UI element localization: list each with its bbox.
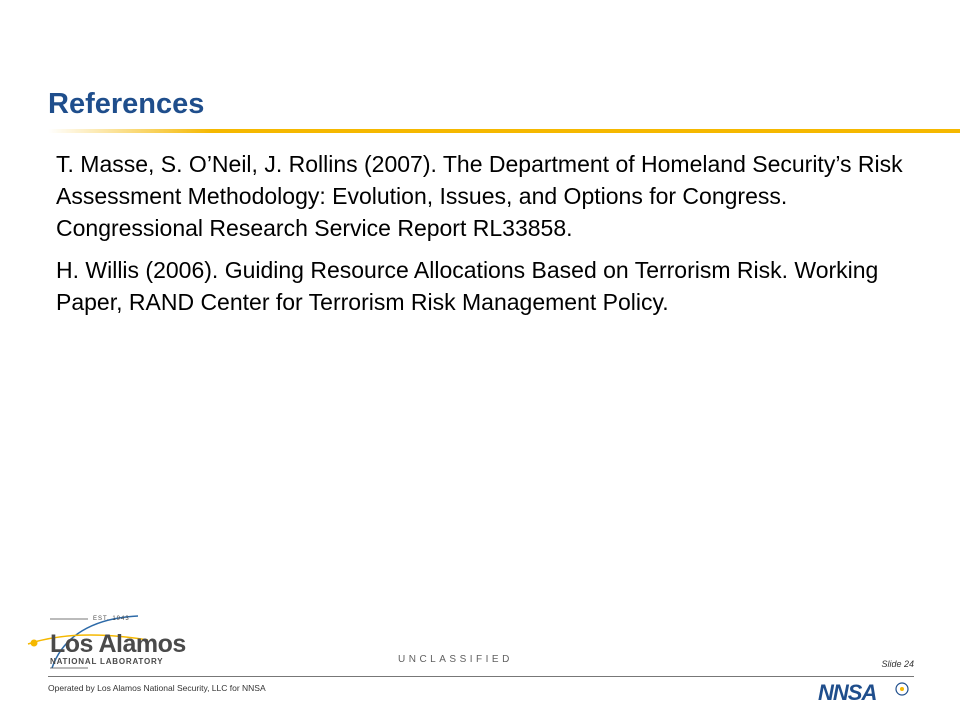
slide-title: References [48, 88, 205, 120]
classification-label: UNCLASSIFIED [398, 654, 513, 665]
slide-number: Slide 24 [881, 659, 914, 669]
logo-subtitle: NATIONAL LABORATORY [50, 657, 164, 666]
footer-divider [48, 676, 914, 677]
references-list [56, 148, 926, 328]
title-underline [48, 129, 960, 133]
logo-established: EST. 1943 [93, 616, 130, 622]
reference-item: H. Willis (2006). Guiding Resource Allocations Based on Terrorism Risk. Working Paper, RAND Center for Terrorism Risk Management Policy. [56, 257, 879, 315]
logo-name: Los Alamos [50, 630, 186, 658]
reference-item: T. Masse, S. O’Neil, J. Rollins (2007). The Department of Homeland Security’s Risk Assessment Methodology: Evolution, Issues, and Options for Congress. Congressional Research Service Report RL33858. [56, 151, 903, 241]
nnsa-logo-text: NNSA [818, 680, 877, 704]
operated-by-text: Operated by Los Alamos National Security, LLC for NNSA [48, 683, 266, 693]
nnsa-logo-icon [818, 680, 914, 704]
